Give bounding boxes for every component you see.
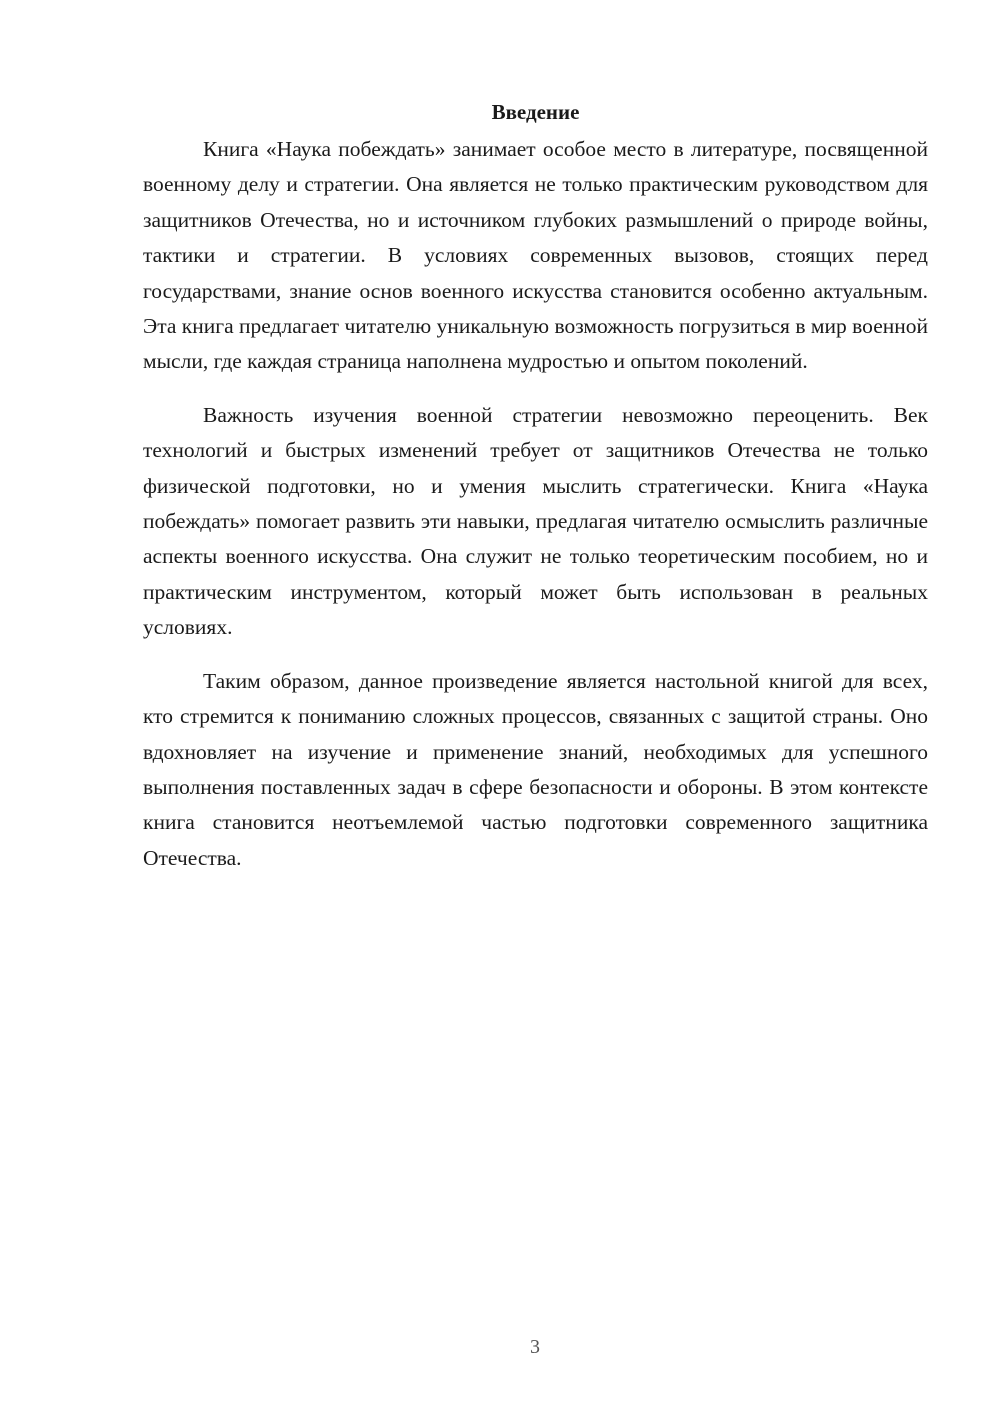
- paragraph-1: Книга «Наука побеждать» занимает особое место в литературе, посвященной военному делу и стратегии. Она является не только практическим руководством для защитников Отечества, но и источником глубоких размышлений о природе войны, тактики и стратегии. В условиях современных вызовов, стоящих перед государствами, знание основ военного искусства становится особенно актуальным. Эта книга предлагает читателю уникальную возможность погрузиться в мир военной мысли, где каждая страница наполнена мудростью и опытом поколений.: [143, 137, 928, 374]
- page-number: 3: [530, 1336, 540, 1358]
- paragraph-2: Важность изучения военной стратегии невозможно переоценить. Век технологий и быстрых изменений требует от защитников Отечества не только физической подготовки, но и умения мыслить стратегически. Книга «Наука побеждать» помогает развить эти навыки, предлагая читателю осмыслить различные аспекты военного искусства. Она служит не только теоретическим пособием, но и практическим инструментом, который может быть использован в реальных условиях.: [143, 402, 928, 640]
- page-content: [143, 96, 928, 894]
- paragraph-3: Таким образом, данное произведение является настольной книгой для всех, кто стремится к пониманию сложных процессов, связанных с защитой страны. Оно вдохновляет на изучение и применение знаний, необходимых для успешного выполнения поставленных задач в сфере безопасности и обороны. В этом контексте книга становится неотъемлемой частью подготовки современного защитника Отечества.: [143, 668, 928, 870]
- section-title: Введение: [491, 100, 580, 124]
